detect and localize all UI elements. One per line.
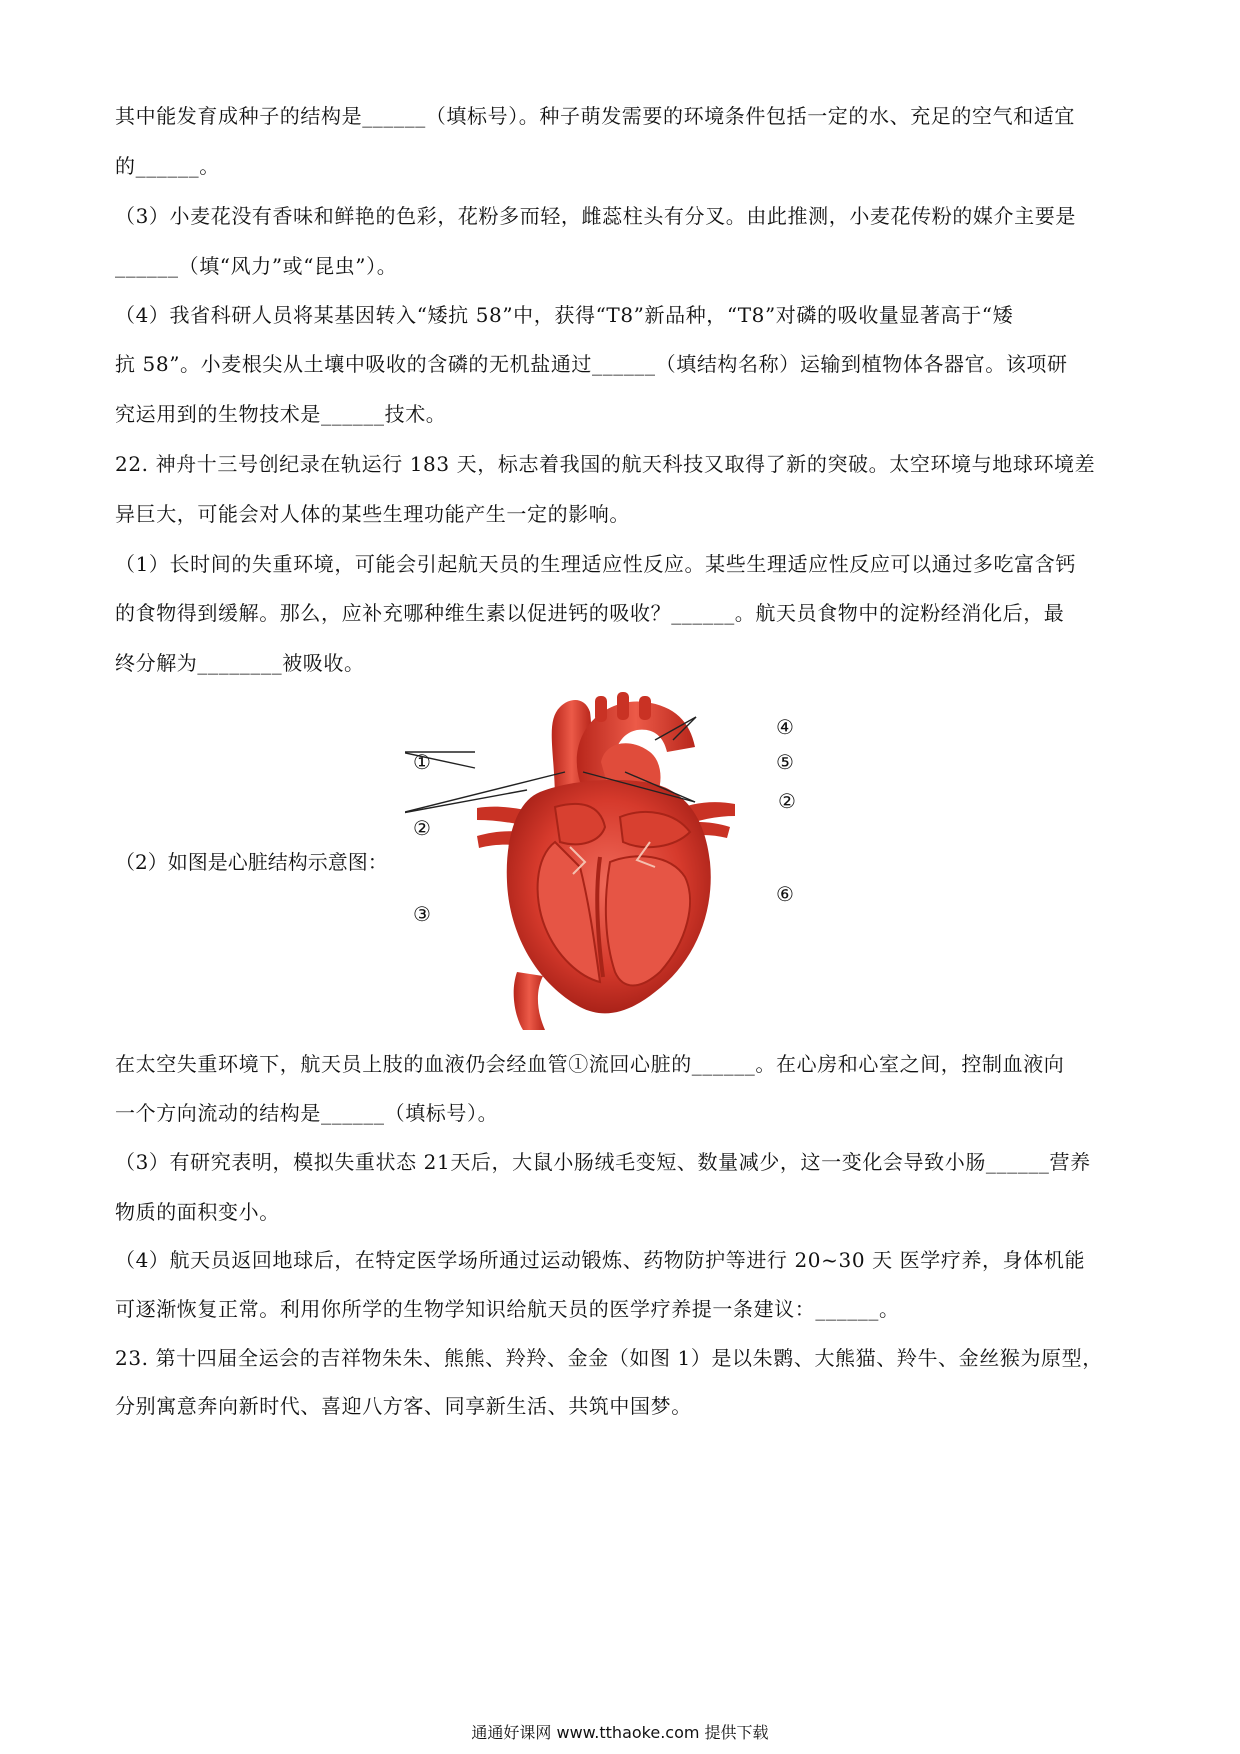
label-4: ④	[776, 715, 794, 739]
line-6: 抗 58”。小麦根尖从土壤中吸收的含磷的无机盐通过______（填结构名称）运输到植物体各器官。该项研	[115, 352, 1068, 376]
line-3: （3）小麦花没有香味和鲜艳的色彩，花粉多而轻，雌蕊柱头有分叉。由此推测，小麦花传粉的媒介主要是	[115, 204, 1076, 228]
line-11: 的食物得到缓解。那么，应补充哪种维生素以促进钙的吸收？______。航天员食物中的淀粉经消化后，最	[115, 601, 1065, 625]
heart-illustration	[477, 692, 735, 1030]
line-12: 终分解为________被吸收。	[115, 651, 365, 675]
line-10: （1）长时间的失重环境，可能会引起航天员的生理适应性反应。某些生理适应性反应可以通过多吃富含钙	[115, 552, 1076, 576]
label-1: ①	[413, 750, 431, 774]
line-7: 究运用到的生物技术是______技术。	[115, 402, 447, 426]
line-17: （4）航天员返回地球后，在特定医学场所通过运动锻炼、药物防护等进行 20~30 天 医学疗养，身体机能	[115, 1248, 1086, 1272]
line-16: 物质的面积变小。	[115, 1200, 280, 1224]
question-22-line-2: 异巨大，可能会对人体的某些生理功能产生一定的影响。	[115, 502, 630, 526]
label-2-right: ②	[778, 789, 796, 813]
footer-source: 通通好课网 www.tthaoke.com 提供下载	[471, 1723, 769, 1742]
line-15: （3）有研究表明，模拟失重状态 21天后，大鼠小肠绒毛变短、数量减少，这一变化会导致小肠______营养	[115, 1150, 1091, 1174]
line-13: 在太空失重环境下，航天员上肢的血液仍会经血管①流回心脏的______。在心房和心室之间，控制血液向	[115, 1052, 1065, 1076]
line-5: （4）我省科研人员将某基因转入“矮抗 58”中，获得“T8”新品种，“T8”对磷的吸收量显著高于“矮	[115, 303, 1014, 327]
heart-diagram	[405, 692, 825, 1032]
line-18: 可逐渐恢复正常。利用你所学的生物学知识给航天员的医学疗养提一条建议：______。	[115, 1297, 900, 1321]
line-1: 其中能发育成种子的结构是______（填标号）。种子萌发需要的环境条件包括一定的水、充足的空气和适宜	[115, 104, 1075, 128]
question-23-line-1: 23. 第十四届全运会的吉祥物朱朱、熊熊、羚羚、金金（如图 1）是以朱鹮、大熊猫、羚牛、金丝猴为原型，	[115, 1346, 1103, 1370]
label-2-left: ②	[413, 816, 431, 840]
line-4: ______（填“风力”或“昆虫”）。	[115, 254, 398, 278]
question-22-line-1: 22. 神舟十三号创纪录在轨运行 183 天，标志着我国的航天科技又取得了新的突破。太空环境与地球环境差	[115, 452, 1096, 476]
label-3: ③	[413, 902, 431, 926]
figure-caption: （2）如图是心脏结构示意图：	[115, 850, 388, 874]
label-6: ⑥	[776, 882, 794, 906]
label-5: ⑤	[776, 750, 794, 774]
line-2: 的______。	[115, 154, 220, 178]
question-23-line-2: 分别寓意奔向新时代、喜迎八方客、同享新生活、共筑中国梦。	[115, 1394, 692, 1418]
line-14: 一个方向流动的结构是______（填标号）。	[115, 1101, 499, 1125]
